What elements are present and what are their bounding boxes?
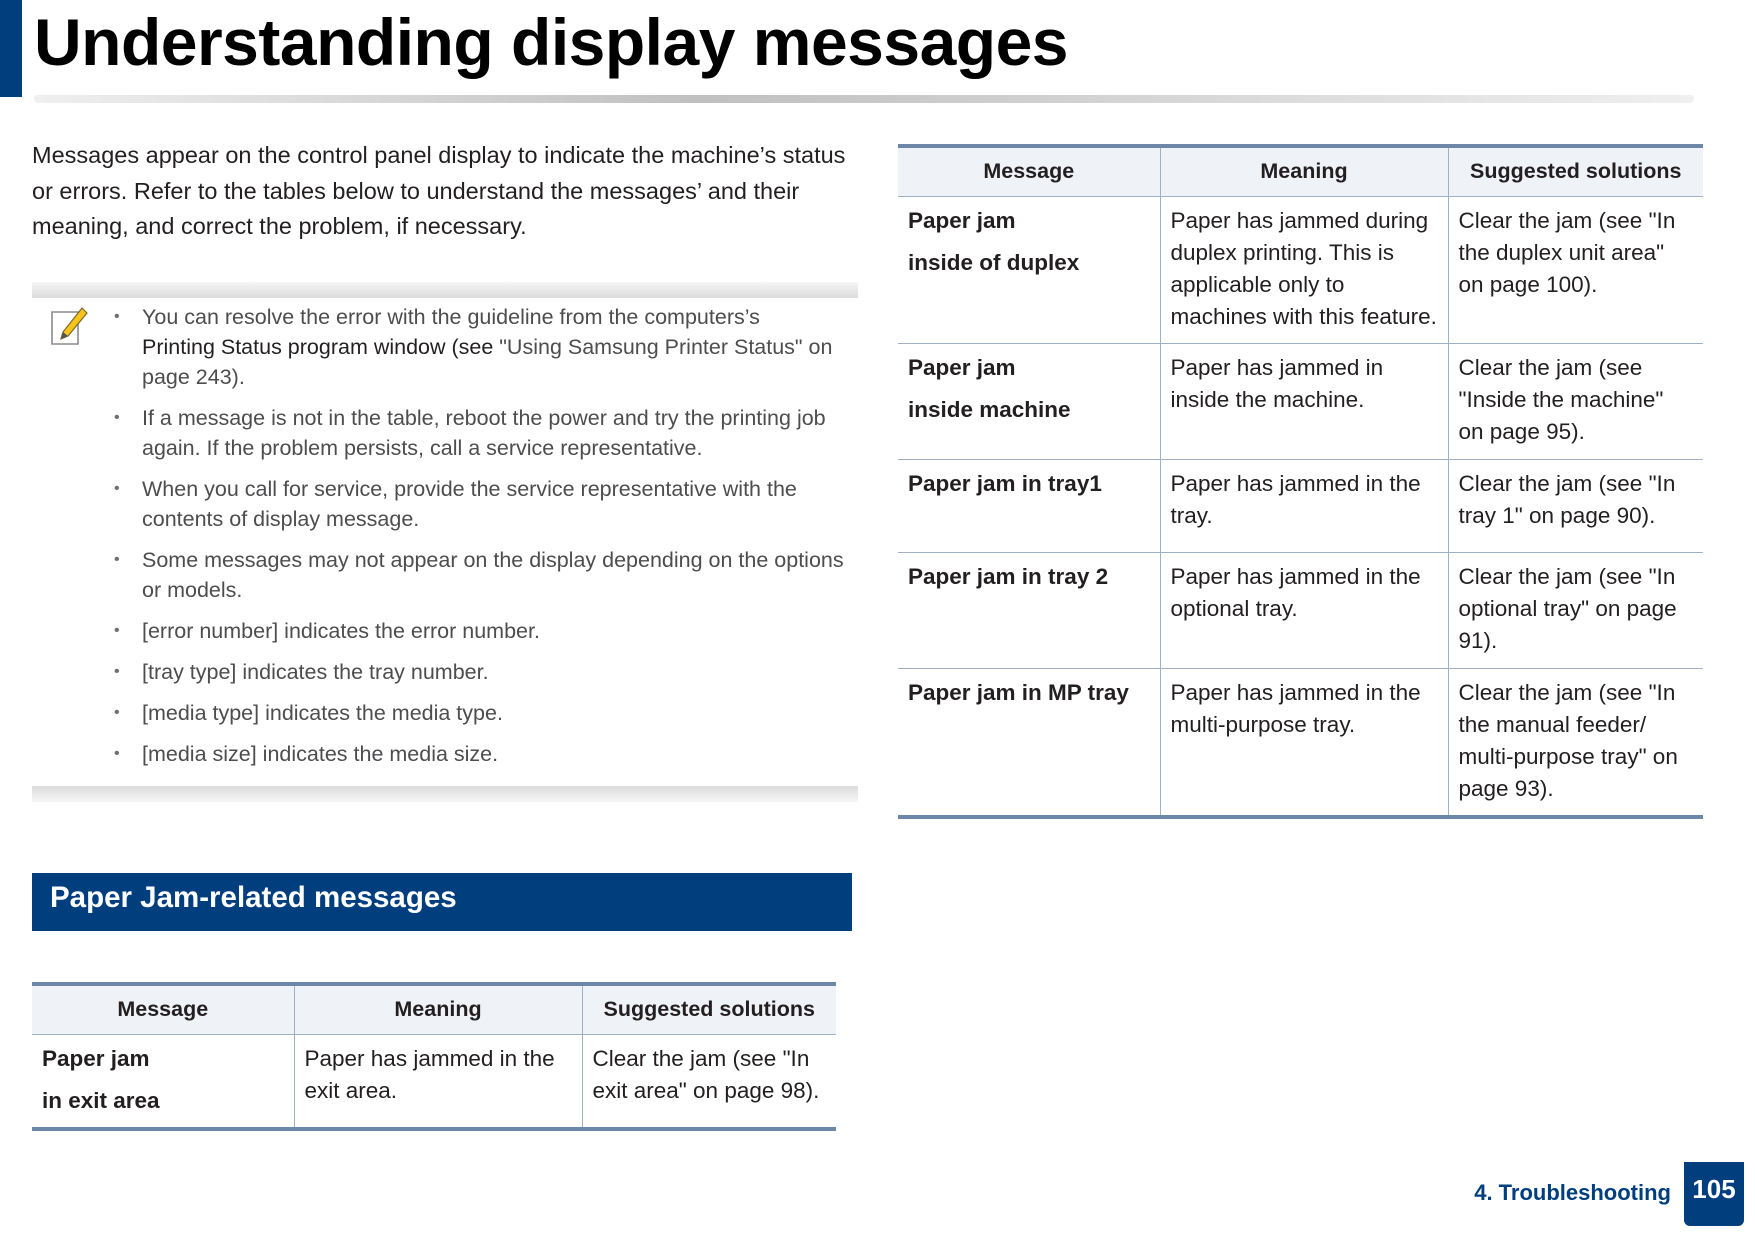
- column-header-solution: Suggested solutions: [582, 984, 836, 1034]
- message-line: inside machine: [908, 396, 1071, 422]
- column-header-meaning: Meaning: [1160, 146, 1448, 196]
- note-item: • When you call for service, provide the service representative with the contents of display message.: [112, 474, 858, 534]
- column-header-message: Message: [32, 984, 294, 1034]
- table-row: [898, 196, 1703, 343]
- column-header-meaning: Meaning: [294, 984, 582, 1034]
- meaning-cell: Paper has jammed during duplex printing. This is applicable only to machines with this feature.: [1160, 196, 1448, 343]
- footer-section-label: 4. Troubleshooting: [1474, 1180, 1671, 1205]
- meaning-cell: Paper has jammed in inside the machine.: [1160, 343, 1448, 459]
- message-table-1: [32, 982, 836, 1131]
- message-cell: [32, 1034, 294, 1129]
- message-line: in exit area: [42, 1087, 160, 1113]
- note-item: • [media size] indicates the media size.: [112, 739, 858, 769]
- note-item: • [tray type] indicates the tray number.: [112, 657, 858, 687]
- table-row: [898, 343, 1703, 459]
- note-item: • If a message is not in the table, reboot the power and try the printing job again. If the problem persists, call a service representative.: [112, 403, 858, 463]
- message-cell: [898, 552, 1160, 668]
- note-pencil-icon: [48, 306, 88, 348]
- message-cell: [898, 459, 1160, 552]
- title-accent-bar: [0, 0, 22, 97]
- note-item: [112, 302, 858, 392]
- section-header: [32, 873, 852, 931]
- solution-cell: Clear the jam (see "In optional tray" on page 91).: [1448, 552, 1703, 668]
- solution-cell: Clear the jam (see "In the duplex unit area" on page 100).: [1448, 196, 1703, 343]
- note-box: [32, 282, 858, 802]
- message-line: Paper jam in MP tray: [908, 679, 1129, 705]
- solution-cell: Clear the jam (see "Inside the machine" on page 95).: [1448, 343, 1703, 459]
- column-header-message: Message: [898, 146, 1160, 196]
- solution-cell: Clear the jam (see "In exit area" on page 98).: [582, 1034, 836, 1129]
- message-table-2: [898, 144, 1703, 819]
- meaning-cell: Paper has jammed in the tray.: [1160, 459, 1448, 552]
- note-bottom-bar: [32, 786, 858, 802]
- table-row: [32, 1034, 836, 1129]
- note-item: • [error number] indicates the error number.: [112, 616, 858, 646]
- note-item-link-prefix: Printing Status program window (see: [142, 335, 494, 359]
- message-cell: [898, 668, 1160, 817]
- message-line: Paper jam in tray 2: [908, 563, 1109, 589]
- message-cell: [898, 343, 1160, 459]
- table-row: [898, 459, 1703, 552]
- page-title: Understanding display messages: [34, 5, 1069, 79]
- message-line: Paper jam: [908, 207, 1016, 233]
- message-line: Paper jam in tray1: [908, 470, 1102, 496]
- meaning-cell: Paper has jammed in the optional tray.: [1160, 552, 1448, 668]
- message-cell: [898, 196, 1160, 343]
- solution-cell: Clear the jam (see "In tray 1" on page 90).: [1448, 459, 1703, 552]
- meaning-cell: Paper has jammed in the multi-purpose tray.: [1160, 668, 1448, 817]
- meaning-cell: Paper has jammed in the exit area.: [294, 1034, 582, 1129]
- note-top-bar: [32, 282, 858, 298]
- table-row: [898, 668, 1703, 817]
- page-number-badge: 105: [1684, 1162, 1744, 1226]
- message-line: Paper jam: [42, 1045, 150, 1071]
- column-header-solution: Suggested solutions: [1448, 146, 1703, 196]
- note-item-link[interactable]: "Using Samsung Printer Status" on page 243).: [142, 335, 833, 389]
- note-list: [112, 302, 858, 780]
- message-line: inside of duplex: [908, 249, 1080, 275]
- note-item: • [media type] indicates the media type.: [112, 698, 858, 728]
- intro-paragraph: Messages appear on the control panel display to indicate the machine’s status or errors. Refer to the tables below to understand the messages’ and their meaning, and correct the problem, if necessary.: [32, 142, 846, 239]
- message-line: Paper jam: [908, 354, 1016, 380]
- title-divider: [34, 95, 1694, 103]
- section-title: Paper Jam-related messages: [50, 881, 457, 914]
- table-row: [898, 552, 1703, 668]
- note-item-text: You can resolve the error with the guideline from the computers’s: [142, 305, 760, 329]
- note-item: • Some messages may not appear on the display depending on the options or models.: [112, 545, 858, 605]
- solution-cell: Clear the jam (see "In the manual feeder/ multi-purpose tray" on page 93).: [1448, 668, 1703, 817]
